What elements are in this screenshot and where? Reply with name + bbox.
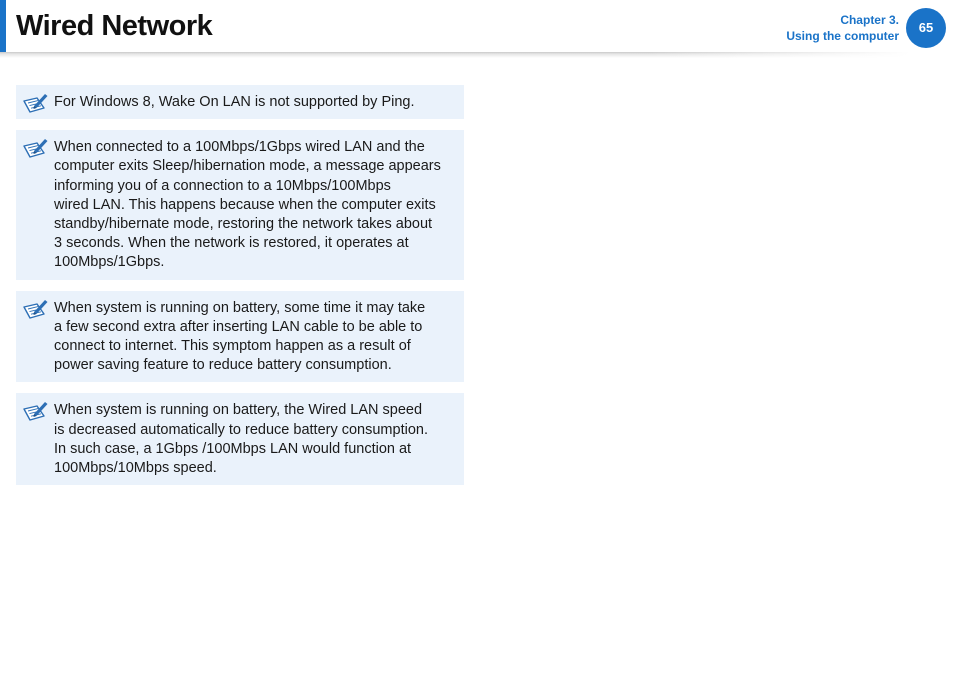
chapter-info [786, 12, 899, 44]
chapter-label: Chapter 3. [840, 13, 899, 27]
note-text: For Windows 8, Wake On LAN is not supported by Ping. [54, 94, 415, 110]
note-text: When system is running on battery, the Wired LAN speed is decreased automatically to reduce battery consumption. In such case, a 1Gbps /100Mbps LAN would function at 100Mbps/10Mbps speed. [54, 402, 428, 477]
section-label: Using the computer [786, 29, 899, 43]
note-text: When connected to a 100Mbps/1Gbps wired LAN and the computer exits Sleep/hibernation mode, a message appears informing you of a connection to a 10Mbps/100Mbps wired LAN. This happens because when the computer exits standby/hibernate mode, restoring the network takes about 3 seconds. When the network is restored, it operates at 100Mbps/1Gbps. [54, 139, 441, 271]
header-divider [0, 52, 910, 58]
notes-list [16, 85, 464, 496]
note-box [16, 291, 464, 383]
note-text: When system is running on battery, some time it may take a few second extra after inserting LAN cable to be able to connect to internet. This symptom happen as a result of power saving feature to reduce battery consumption. [54, 299, 426, 374]
header-accent-bar [0, 0, 6, 52]
note-box [16, 130, 464, 279]
note-pencil-icon [22, 298, 49, 322]
note-box [16, 393, 464, 485]
note-pencil-icon [22, 137, 49, 161]
note-box [16, 85, 464, 119]
page-number-badge: 65 [906, 8, 946, 48]
page-title: Wired Network [16, 10, 213, 42]
note-pencil-icon [22, 92, 49, 116]
note-pencil-icon [22, 400, 49, 424]
